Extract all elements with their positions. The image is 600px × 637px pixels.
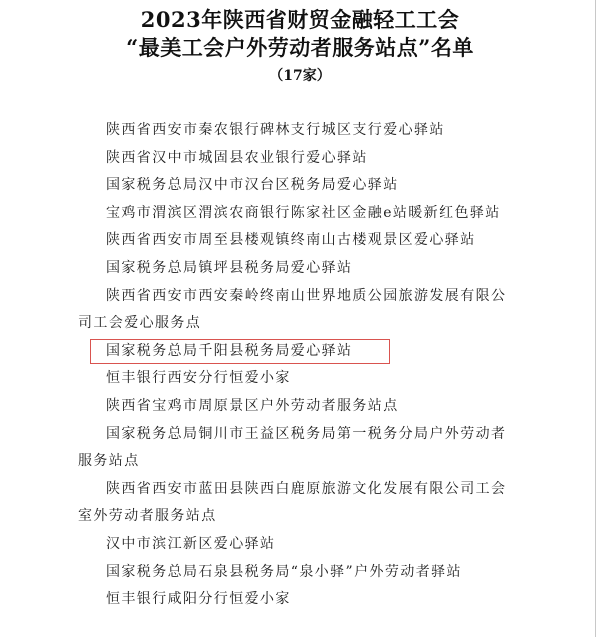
highlighted-entry-text: 国家税务总局千阳县税务局爱心驿站 <box>106 342 353 359</box>
document-title-line-2: “最美工会户外劳动者服务站点”名单 <box>126 35 474 60</box>
document-count: （17家） <box>269 68 331 84</box>
list-item: 恒丰银行咸阳分行恒爱小家 <box>106 591 291 608</box>
list-item: 国家税务总局汉中市汉台区税务局爱心驿站 <box>106 177 399 194</box>
station-list <box>78 117 518 614</box>
list-item: 陕西省西安市秦农银行碑林支行城区支行爱心驿站 <box>106 122 445 138</box>
list-item: 汉中市滨江新区爱心驿站 <box>106 535 276 552</box>
list-item: 陕西省西安市蓝田县陕西白鹿原旅游文化发展有限公司工会室外劳动者服务站点 <box>78 480 507 525</box>
list-item: 陕西省宝鸡市周原景区户外劳动者服务站点 <box>106 397 399 414</box>
list-item: 国家税务总局石泉县税务局“泉小驿”户外劳动者驿站 <box>106 563 462 580</box>
document-title-line-1: 2023年陕西省财贸金融轻工工会 <box>140 7 460 32</box>
list-item-highlighted <box>78 338 518 366</box>
list-item: 国家税务总局铜川市王益区税务局第一税务分局户外劳动者服务站点 <box>78 425 507 470</box>
list-item: 陕西省汉中市城固县农业银行爱心驿站 <box>106 149 368 166</box>
list-item: 陕西省西安市西安秦岭终南山世界地质公园旅游发展有限公司工会爱心服务点 <box>78 287 507 332</box>
list-item: 国家税务总局镇坪县税务局爱心驿站 <box>106 259 353 276</box>
page-edge <box>595 0 596 637</box>
list-item: 恒丰银行西安分行恒爱小家 <box>106 370 291 387</box>
document-header <box>0 6 600 86</box>
list-item: 宝鸡市渭滨区渭滨农商银行陈家社区金融e站暖新红色驿站 <box>106 204 501 221</box>
list-item: 陕西省西安市周至县楼观镇终南山古楼观景区爱心驿站 <box>106 232 476 249</box>
